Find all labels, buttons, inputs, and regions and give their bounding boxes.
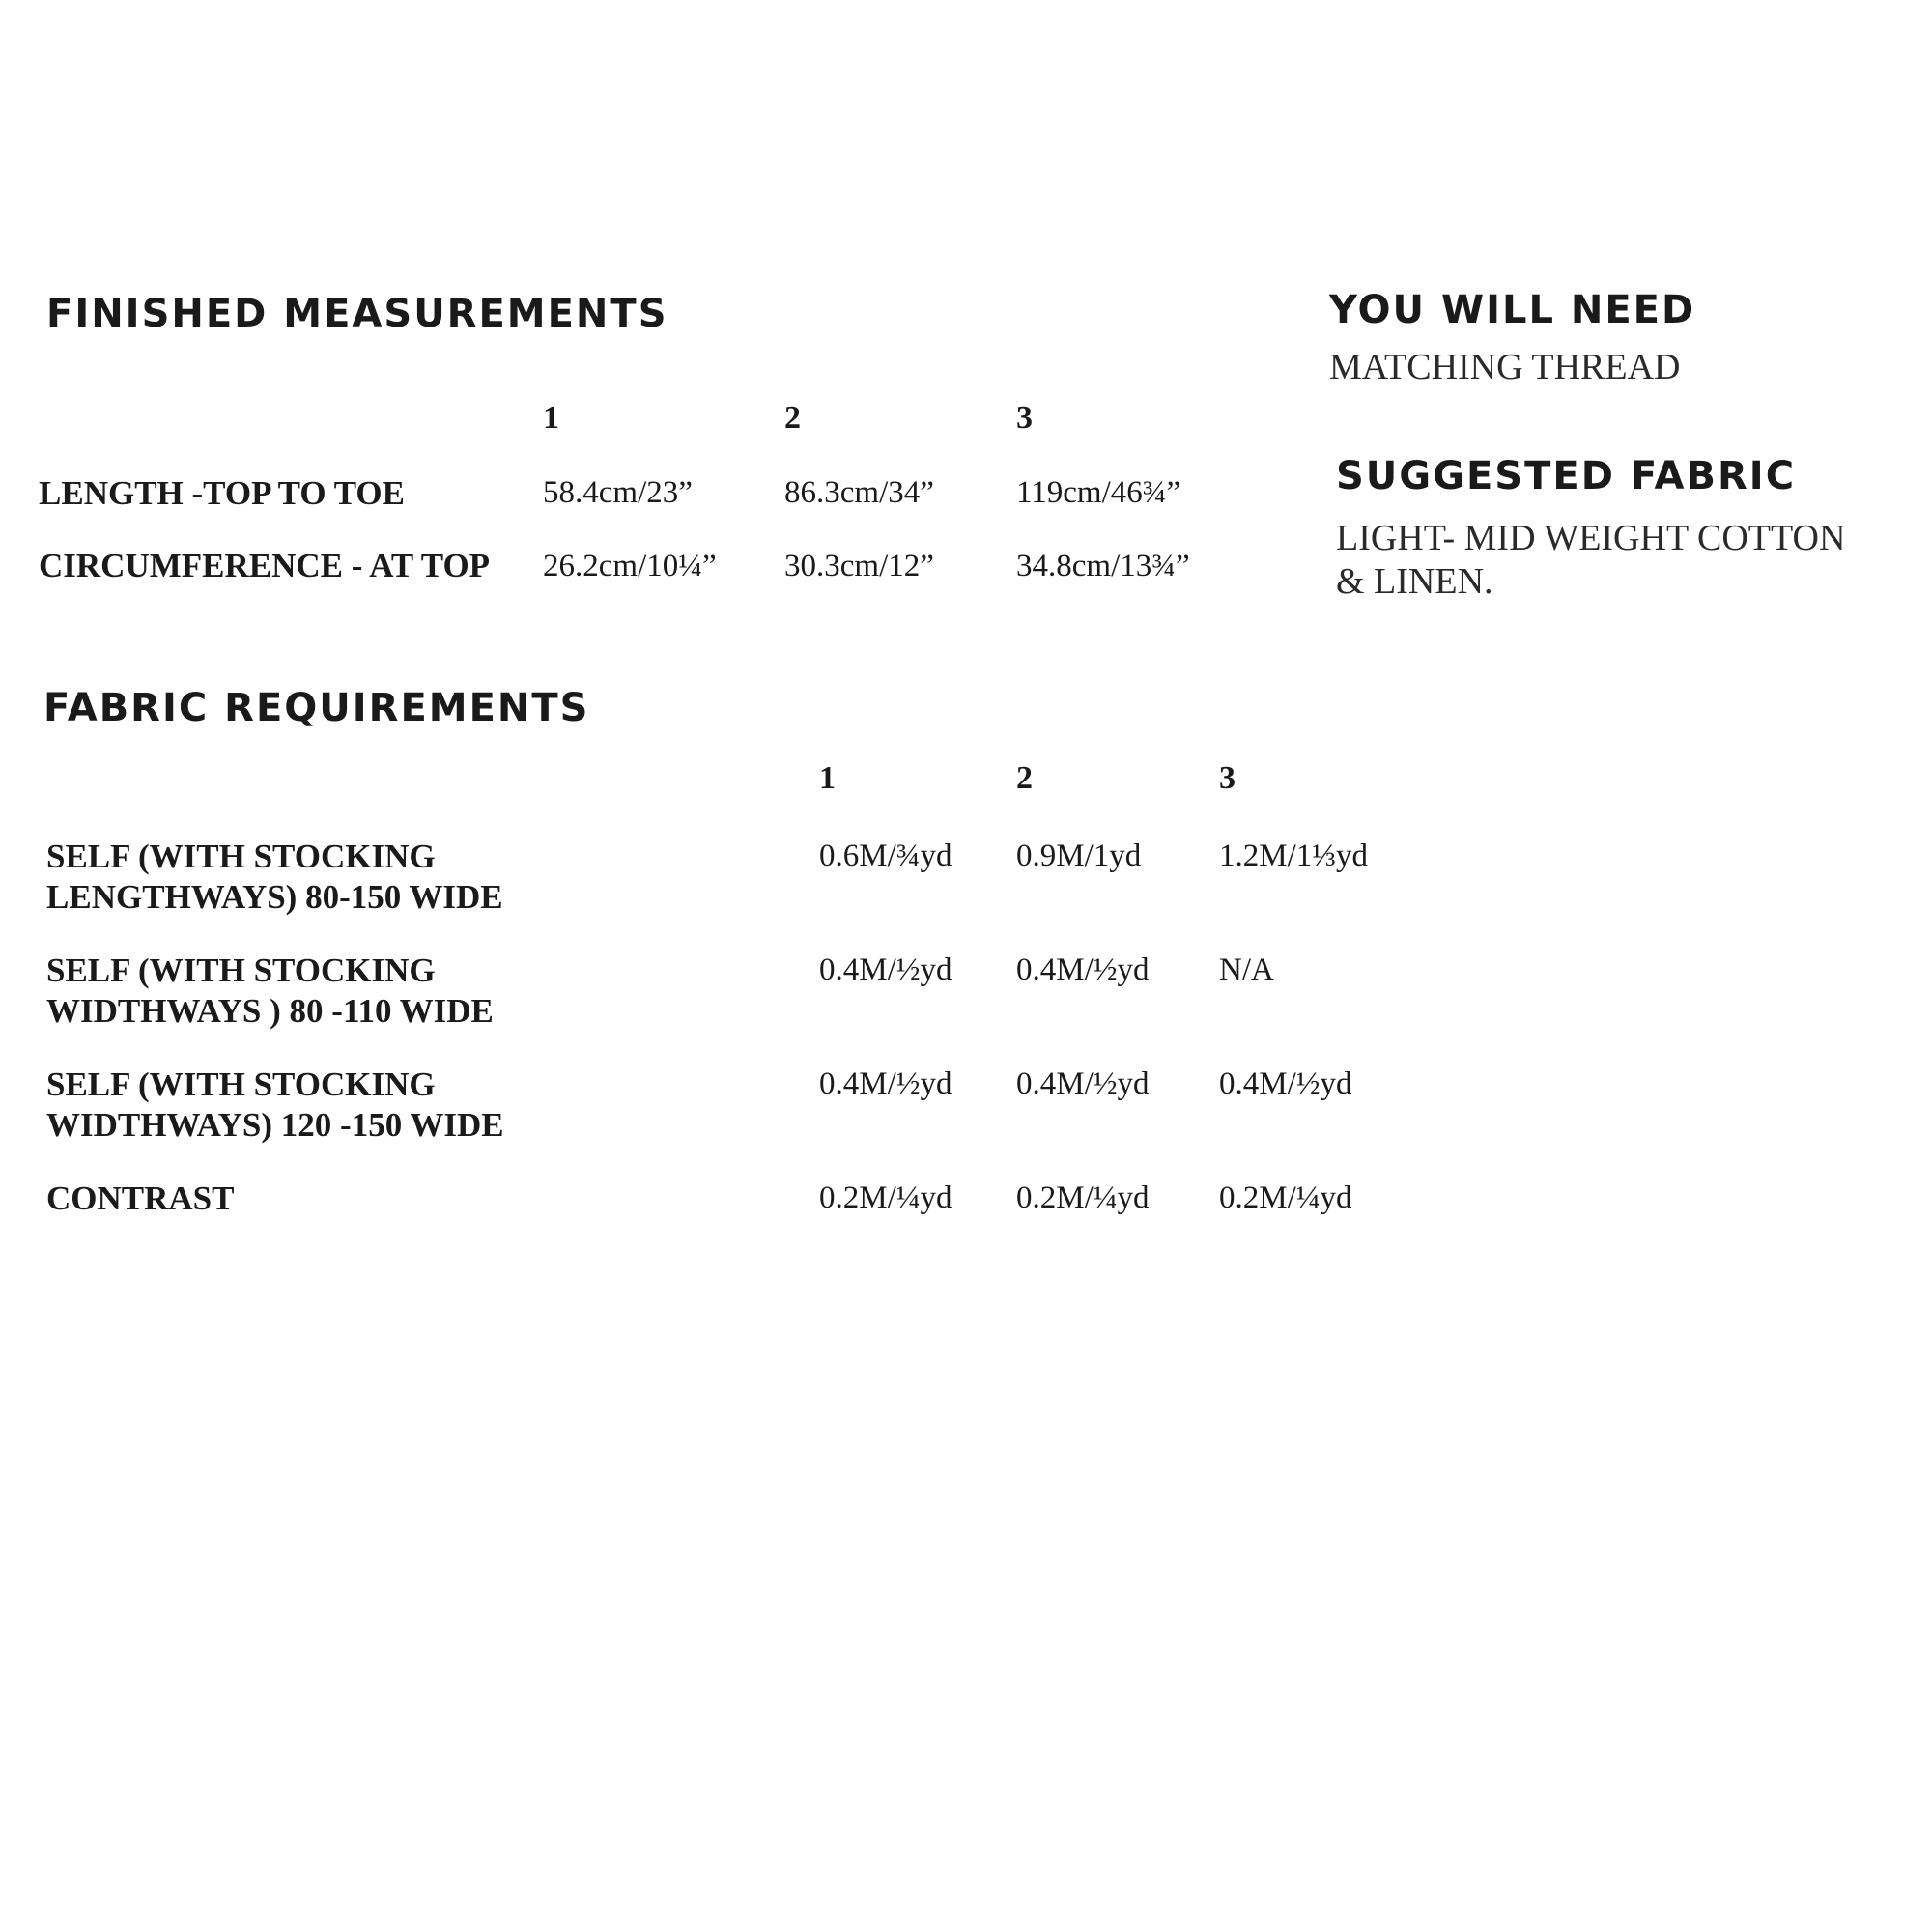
- you-will-need-text: MATCHING THREAD: [1329, 347, 1681, 387]
- you-will-need-title: YOU WILL NEED: [1329, 288, 1696, 332]
- fabric-cell: 0.9M/1yd: [1016, 838, 1142, 873]
- finished-cell: 86.3cm/34”: [784, 475, 934, 510]
- finished-cell: 58.4cm/23”: [543, 475, 693, 510]
- finished-cell: 26.2cm/10¼”: [543, 549, 717, 583]
- fabric-cell: 0.4M/½yd: [819, 1066, 952, 1101]
- suggested-fabric-line1: LIGHT- MID WEIGHT COTTON: [1336, 518, 1846, 558]
- fabric-row-label-line1: SELF (WITH STOCKING: [46, 952, 436, 989]
- fabric-requirements-title: FABRIC REQUIREMENTS: [43, 686, 590, 730]
- fabric-row-label-line2: WIDTHWAYS) 120 -150 WIDE: [46, 1106, 504, 1144]
- fabric-row-label-line1: SELF (WITH STOCKING: [46, 838, 436, 875]
- finished-cell: 34.8cm/13¾”: [1016, 549, 1190, 583]
- suggested-fabric-text: [1336, 517, 1845, 604]
- fabric-cell: 1.2M/1⅓yd: [1219, 838, 1369, 873]
- fabric-row-label-line2: WIDTHWAYS ) 80 -110 WIDE: [46, 992, 494, 1030]
- fabric-cell: 0.4M/½yd: [819, 952, 952, 987]
- fabric-cell: 0.6M/¾yd: [819, 838, 952, 873]
- fabric-row-label: [46, 1065, 504, 1146]
- fabric-cell: N/A: [1219, 952, 1274, 987]
- fabric-cell: 0.4M/½yd: [1016, 1066, 1150, 1101]
- fabric-cell: 0.2M/¼yd: [819, 1180, 952, 1215]
- fabric-row-label-line2: LENGTHWAYS) 80-150 WIDE: [46, 878, 503, 916]
- fabric-row-label-line1: CONTRAST: [46, 1179, 235, 1217]
- fabric-row-label: [46, 837, 503, 918]
- fabric-cell: 0.2M/¼yd: [1219, 1180, 1352, 1215]
- finished-column-header-3: 3: [1016, 400, 1033, 436]
- fabric-cell: 0.2M/¼yd: [1016, 1180, 1150, 1215]
- finished-row-label: CIRCUMFERENCE - AT TOP: [39, 547, 491, 584]
- finished-column-header-2: 2: [784, 400, 801, 436]
- finished-cell: 119cm/46¾”: [1016, 475, 1181, 510]
- finished-column-header-1: 1: [543, 400, 559, 436]
- fabric-cell: 0.4M/½yd: [1219, 1066, 1352, 1101]
- fabric-column-header-3: 3: [1219, 760, 1236, 796]
- fabric-row-label-line1: SELF (WITH STOCKING: [46, 1065, 436, 1103]
- fabric-cell: 0.4M/½yd: [1016, 952, 1150, 987]
- finished-cell: 30.3cm/12”: [784, 549, 934, 583]
- fabric-row-label: [46, 1179, 234, 1219]
- fabric-column-header-1: 1: [819, 760, 836, 796]
- finished-measurements-title: FINISHED MEASUREMENTS: [46, 292, 668, 336]
- suggested-fabric-title: SUGGESTED FABRIC: [1336, 454, 1797, 498]
- fabric-row-label: [46, 951, 494, 1032]
- finished-row-label: LENGTH -TOP TO TOE: [39, 474, 406, 512]
- suggested-fabric-line2: & LINEN.: [1336, 561, 1493, 602]
- fabric-column-header-2: 2: [1016, 760, 1033, 796]
